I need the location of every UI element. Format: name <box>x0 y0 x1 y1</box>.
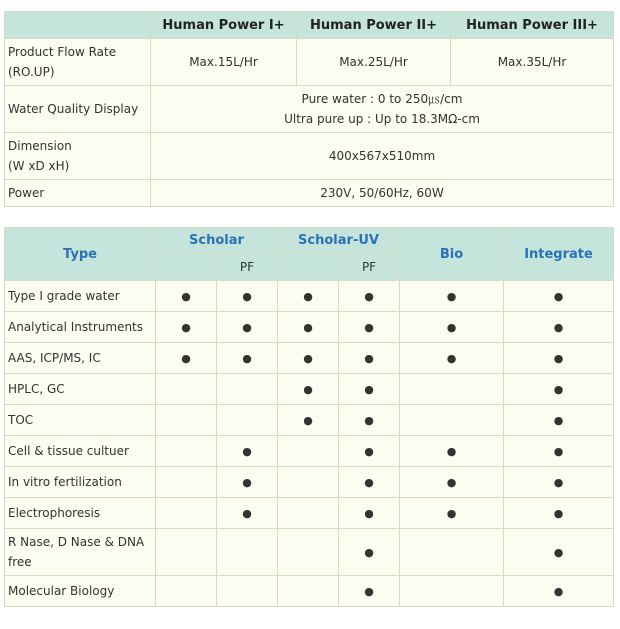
usage-cell <box>156 281 217 312</box>
usage-cell <box>400 436 504 467</box>
spec-header-hp1: Human Power I+ <box>151 12 297 39</box>
table-row <box>5 281 614 312</box>
bullet-icon: ● <box>364 584 374 598</box>
bullet-icon: ● <box>553 382 564 396</box>
power-value: 230V, 50/60Hz, 60W <box>151 180 614 207</box>
usage-cell <box>504 374 614 405</box>
flow-rate-hp3: Max.35L/Hr <box>451 39 614 86</box>
usage-cell <box>400 343 504 374</box>
bullet-icon: ● <box>553 413 564 427</box>
spec-header-hp3: Human Power III+ <box>451 12 614 39</box>
usage-row-label: Type I grade water <box>5 281 156 312</box>
table-row <box>5 498 614 529</box>
bullet-icon: ● <box>446 444 457 458</box>
usage-cell <box>504 312 614 343</box>
bullet-icon: ● <box>364 289 374 303</box>
flow-rate-hp1: Max.15L/Hr <box>151 39 297 86</box>
usage-cell <box>339 529 400 576</box>
usage-subheader-scholar-blank <box>156 254 217 281</box>
flow-rate-label-line2: (RO.UP) <box>8 65 55 79</box>
bullet-icon: ● <box>553 584 564 598</box>
bullet-icon: ● <box>242 506 252 520</box>
bullet-icon: ● <box>446 475 457 489</box>
usage-table-body <box>5 281 614 607</box>
usage-cell <box>217 405 278 436</box>
usage-cell <box>504 436 614 467</box>
bullet-icon: ● <box>303 413 313 427</box>
usage-cell <box>504 281 614 312</box>
usage-cell <box>339 343 400 374</box>
bullet-icon: ● <box>242 351 252 365</box>
usage-cell <box>278 467 339 498</box>
bullet-icon: ● <box>553 289 564 303</box>
usage-row-label: TOC <box>5 405 156 436</box>
usage-cell <box>156 436 217 467</box>
bullet-icon: ● <box>446 506 457 520</box>
usage-cell <box>156 343 217 374</box>
usage-cell <box>504 529 614 576</box>
bullet-icon: ● <box>446 320 457 334</box>
bullet-icon: ● <box>553 475 564 489</box>
usage-cell <box>339 405 400 436</box>
usage-cell <box>400 467 504 498</box>
usage-cell <box>339 374 400 405</box>
usage-cell <box>400 281 504 312</box>
usage-cell <box>400 529 504 576</box>
bullet-icon: ● <box>364 444 374 458</box>
bullet-icon: ● <box>242 320 252 334</box>
dimension-label <box>5 133 151 180</box>
table-row <box>5 436 614 467</box>
bullet-icon: ● <box>364 382 374 396</box>
usage-cell <box>278 281 339 312</box>
usage-header-type: Type <box>5 228 156 281</box>
usage-header-scholar-uv: Scholar-UV <box>278 228 400 254</box>
table-row <box>5 374 614 405</box>
bullet-icon: ● <box>553 545 564 559</box>
usage-cell <box>156 576 217 607</box>
usage-cell <box>278 343 339 374</box>
usage-cell <box>400 405 504 436</box>
usage-subheader-scholar-pf: PF <box>217 254 278 281</box>
usage-table <box>4 227 614 607</box>
usage-cell <box>217 281 278 312</box>
bullet-icon: ● <box>181 351 191 365</box>
usage-cell <box>339 312 400 343</box>
table-row <box>5 312 614 343</box>
usage-header-integrate: Integrate <box>504 228 614 281</box>
bullet-icon: ● <box>303 289 313 303</box>
usage-cell <box>339 281 400 312</box>
bullet-icon: ● <box>364 475 374 489</box>
usage-cell <box>156 312 217 343</box>
usage-cell <box>156 405 217 436</box>
table-row <box>5 467 614 498</box>
usage-cell <box>504 498 614 529</box>
usage-cell <box>339 467 400 498</box>
dimension-label-line2: (W xD xH) <box>8 159 70 173</box>
usage-row-label: Electrophoresis <box>5 498 156 529</box>
bullet-icon: ● <box>242 289 252 303</box>
bullet-icon: ● <box>364 320 374 334</box>
water-quality-line1: Pure water : 0 to 250㎲/cm <box>301 92 463 106</box>
usage-cell <box>278 498 339 529</box>
water-quality-label: Water Quality Display <box>5 86 151 133</box>
usage-cell <box>217 374 278 405</box>
usage-cell <box>400 374 504 405</box>
flow-rate-label-line1: Product Flow Rate <box>8 45 117 59</box>
usage-cell <box>217 467 278 498</box>
usage-cell <box>278 576 339 607</box>
bullet-icon: ● <box>364 506 374 520</box>
bullet-icon: ● <box>553 506 564 520</box>
bullet-icon: ● <box>364 351 374 365</box>
bullet-icon: ● <box>553 320 564 334</box>
bullet-icon: ● <box>446 351 457 365</box>
usage-row-label: Cell & tissue cultuer <box>5 436 156 467</box>
flow-rate-label <box>5 39 151 86</box>
bullet-icon: ● <box>303 382 313 396</box>
usage-subheader-scholar-uv-blank <box>278 254 339 281</box>
power-label: Power <box>5 180 151 207</box>
water-quality-line2: Ultra pure up : Up to 18.3MΩ-cm <box>284 112 480 126</box>
dimension-value: 400x567x510mm <box>151 133 614 180</box>
bullet-icon: ● <box>242 475 252 489</box>
usage-cell <box>400 498 504 529</box>
usage-cell <box>217 498 278 529</box>
bullet-icon: ● <box>242 444 252 458</box>
table-row <box>5 343 614 374</box>
usage-cell <box>504 405 614 436</box>
usage-subheader-scholar-uv-pf: PF <box>339 254 400 281</box>
bullet-icon: ● <box>553 351 564 365</box>
usage-row-label: Molecular Biology <box>5 576 156 607</box>
usage-cell <box>278 405 339 436</box>
table-row <box>5 576 614 607</box>
usage-cell <box>217 312 278 343</box>
bullet-icon: ● <box>446 289 457 303</box>
dimension-label-line1: Dimension <box>8 139 72 153</box>
usage-cell <box>339 436 400 467</box>
usage-cell <box>278 529 339 576</box>
usage-cell <box>339 576 400 607</box>
usage-cell <box>278 374 339 405</box>
usage-cell <box>504 343 614 374</box>
spec-header-blank <box>5 12 151 39</box>
usage-cell <box>278 312 339 343</box>
bullet-icon: ● <box>364 545 374 559</box>
usage-cell <box>504 576 614 607</box>
bullet-icon: ● <box>553 444 564 458</box>
usage-cell <box>400 576 504 607</box>
usage-cell <box>156 374 217 405</box>
usage-cell <box>156 467 217 498</box>
spec-header-hp2: Human Power II+ <box>297 12 451 39</box>
usage-cell <box>400 312 504 343</box>
usage-cell <box>339 498 400 529</box>
bullet-icon: ● <box>181 320 191 334</box>
bullet-icon: ● <box>364 413 374 427</box>
usage-row-label: HPLC, GC <box>5 374 156 405</box>
bullet-icon: ● <box>303 351 313 365</box>
water-quality-value <box>151 86 614 133</box>
usage-header-scholar: Scholar <box>156 228 278 254</box>
usage-row-label: In vitro fertilization <box>5 467 156 498</box>
usage-cell <box>156 529 217 576</box>
flow-rate-hp2: Max.25L/Hr <box>297 39 451 86</box>
usage-header-bio: Bio <box>400 228 504 281</box>
usage-cell <box>278 436 339 467</box>
usage-row-label: R Nase, D Nase & DNA free <box>5 529 156 576</box>
usage-cell <box>504 467 614 498</box>
table-row <box>5 405 614 436</box>
usage-cell <box>217 436 278 467</box>
usage-cell <box>217 343 278 374</box>
bullet-icon: ● <box>181 289 191 303</box>
usage-cell <box>217 529 278 576</box>
table-row <box>5 529 614 576</box>
usage-row-label: AAS, ICP/MS, IC <box>5 343 156 374</box>
spec-table <box>4 11 614 207</box>
usage-cell <box>217 576 278 607</box>
usage-cell <box>156 498 217 529</box>
bullet-icon: ● <box>303 320 313 334</box>
usage-row-label: Analytical Instruments <box>5 312 156 343</box>
